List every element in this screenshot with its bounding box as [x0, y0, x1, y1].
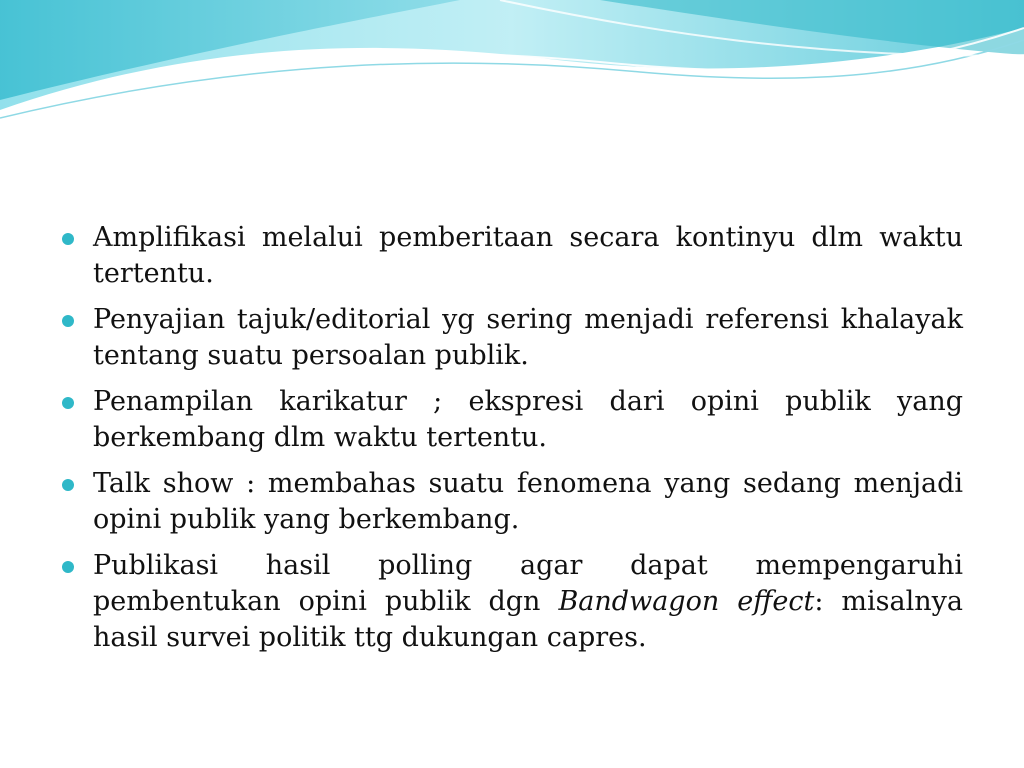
bullet-text: Penampilan karikatur ; ekspresi dari opini publik yang berkembang dlm waktu tertentu.	[93, 386, 963, 453]
bullet-icon	[62, 397, 74, 409]
bullet-icon	[62, 561, 74, 573]
list-item	[62, 220, 963, 292]
bullet-icon	[62, 233, 74, 245]
bullet-icon	[62, 315, 74, 327]
bullet-text-italic: Bandwagon effect	[558, 586, 815, 617]
list-item	[62, 384, 963, 456]
bullet-list	[62, 220, 963, 666]
bullet-text: Penyajian tajuk/editorial yg sering menjadi referensi khalayak tentang suatu persoalan publik.	[93, 304, 963, 371]
bullet-text: Amplifikasi melalui pemberitaan secara kontinyu dlm waktu tertentu.	[93, 222, 963, 289]
list-item	[62, 302, 963, 374]
list-item	[62, 548, 963, 656]
bullet-icon	[62, 479, 74, 491]
header-wave-decoration	[0, 0, 1024, 130]
bullet-text-after: : misalnya hasil survei politik ttg dukungan capres.	[93, 586, 964, 653]
bullet-text-before: Publikasi hasil polling agar dapat mempengaruhi pembentukan opini publik dgn	[93, 550, 963, 617]
bullet-text: Talk show : membahas suatu fenomena yang sedang menjadi opini publik yang berkembang.	[93, 468, 963, 535]
list-item	[62, 466, 963, 538]
